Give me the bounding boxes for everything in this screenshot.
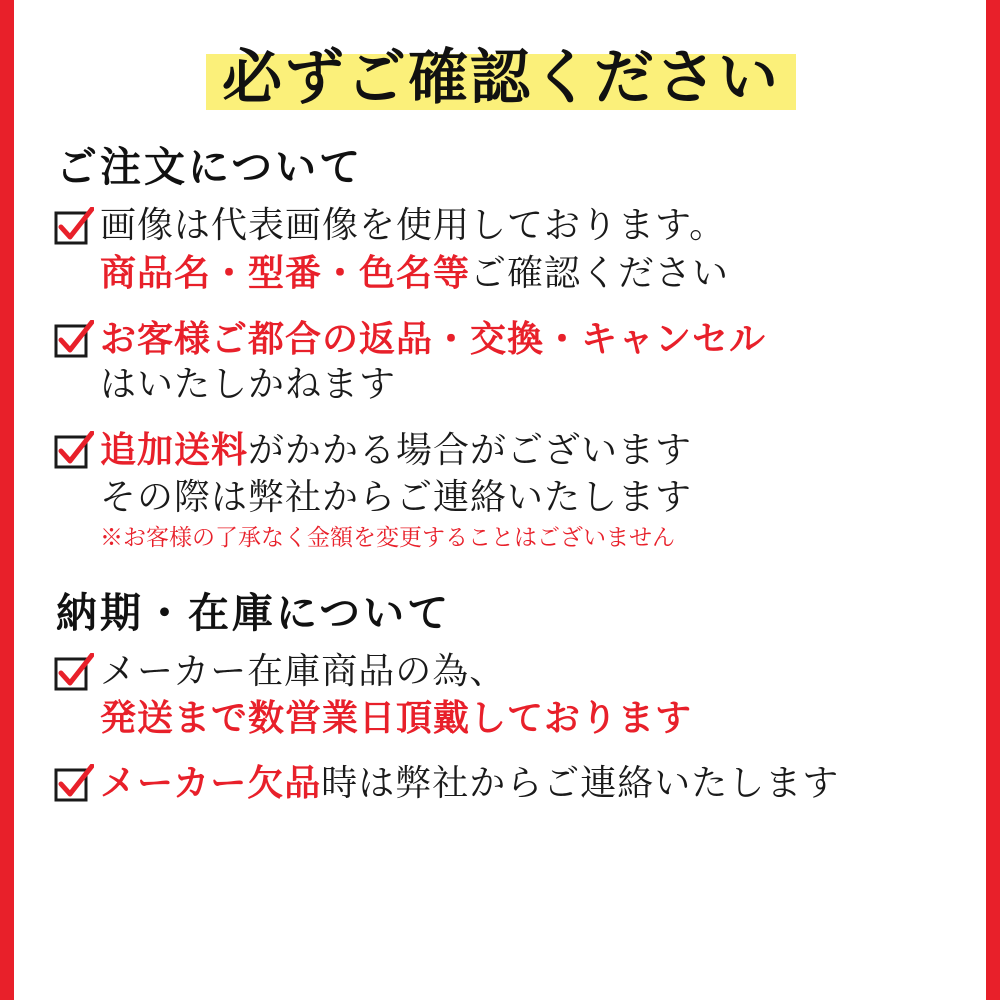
section-heading-delivery: 納期・在庫について <box>56 588 452 637</box>
line-text-red: 追加送料 <box>100 429 249 472</box>
title-text: 必ずご確認ください <box>222 43 780 113</box>
list-item-text <box>100 427 954 553</box>
line-text-black: ご確認ください <box>470 252 730 294</box>
checkbox-checked-icon <box>54 320 94 360</box>
list-item <box>54 203 954 298</box>
section-heading-orders: ご注文について <box>56 143 364 191</box>
line-text: 画像は代表画像を使用しております。 <box>100 205 727 246</box>
note-text: ※お客様の了承なく金額を変更することはございません <box>100 524 675 551</box>
checkbox-checked-icon <box>54 764 94 804</box>
checkbox-checked-icon <box>54 653 94 693</box>
page-title <box>206 42 796 116</box>
title-block <box>48 42 954 116</box>
line-text-red: メーカー欠品 <box>100 762 322 805</box>
line-text-black: メーカー在庫商品の為、 <box>100 650 507 692</box>
left-red-bar <box>0 0 14 1000</box>
list-item <box>54 649 954 743</box>
content-area <box>14 0 986 1000</box>
line-text-red: お客様ご都合の返品・交換・キャンセル <box>100 317 767 360</box>
line-text-red: 商品名・型番・色名等 <box>100 251 471 294</box>
checkbox-checked-icon <box>54 431 94 471</box>
list-item <box>54 427 954 553</box>
line-text-red: 発送まで数営業日頂戴しております <box>100 697 693 740</box>
line-text <box>100 250 954 298</box>
list-item-text <box>100 760 954 808</box>
line-text-black: はいたしかねます <box>100 364 397 406</box>
line-text-black: 時は弊社からご連絡いたします <box>321 763 840 805</box>
line-text-black: がかかる場合がございます <box>248 430 693 472</box>
checkbox-checked-icon <box>54 207 94 247</box>
right-red-bar <box>986 0 1000 1000</box>
list-item <box>54 316 954 410</box>
list-item-text <box>100 203 954 298</box>
list-item-text <box>100 649 954 743</box>
line-text-black: その際は弊社からご連絡いたします <box>100 476 693 518</box>
line-text <box>100 427 954 475</box>
list-item <box>54 760 954 808</box>
list-item-text <box>100 316 954 410</box>
line-text <box>100 760 954 808</box>
